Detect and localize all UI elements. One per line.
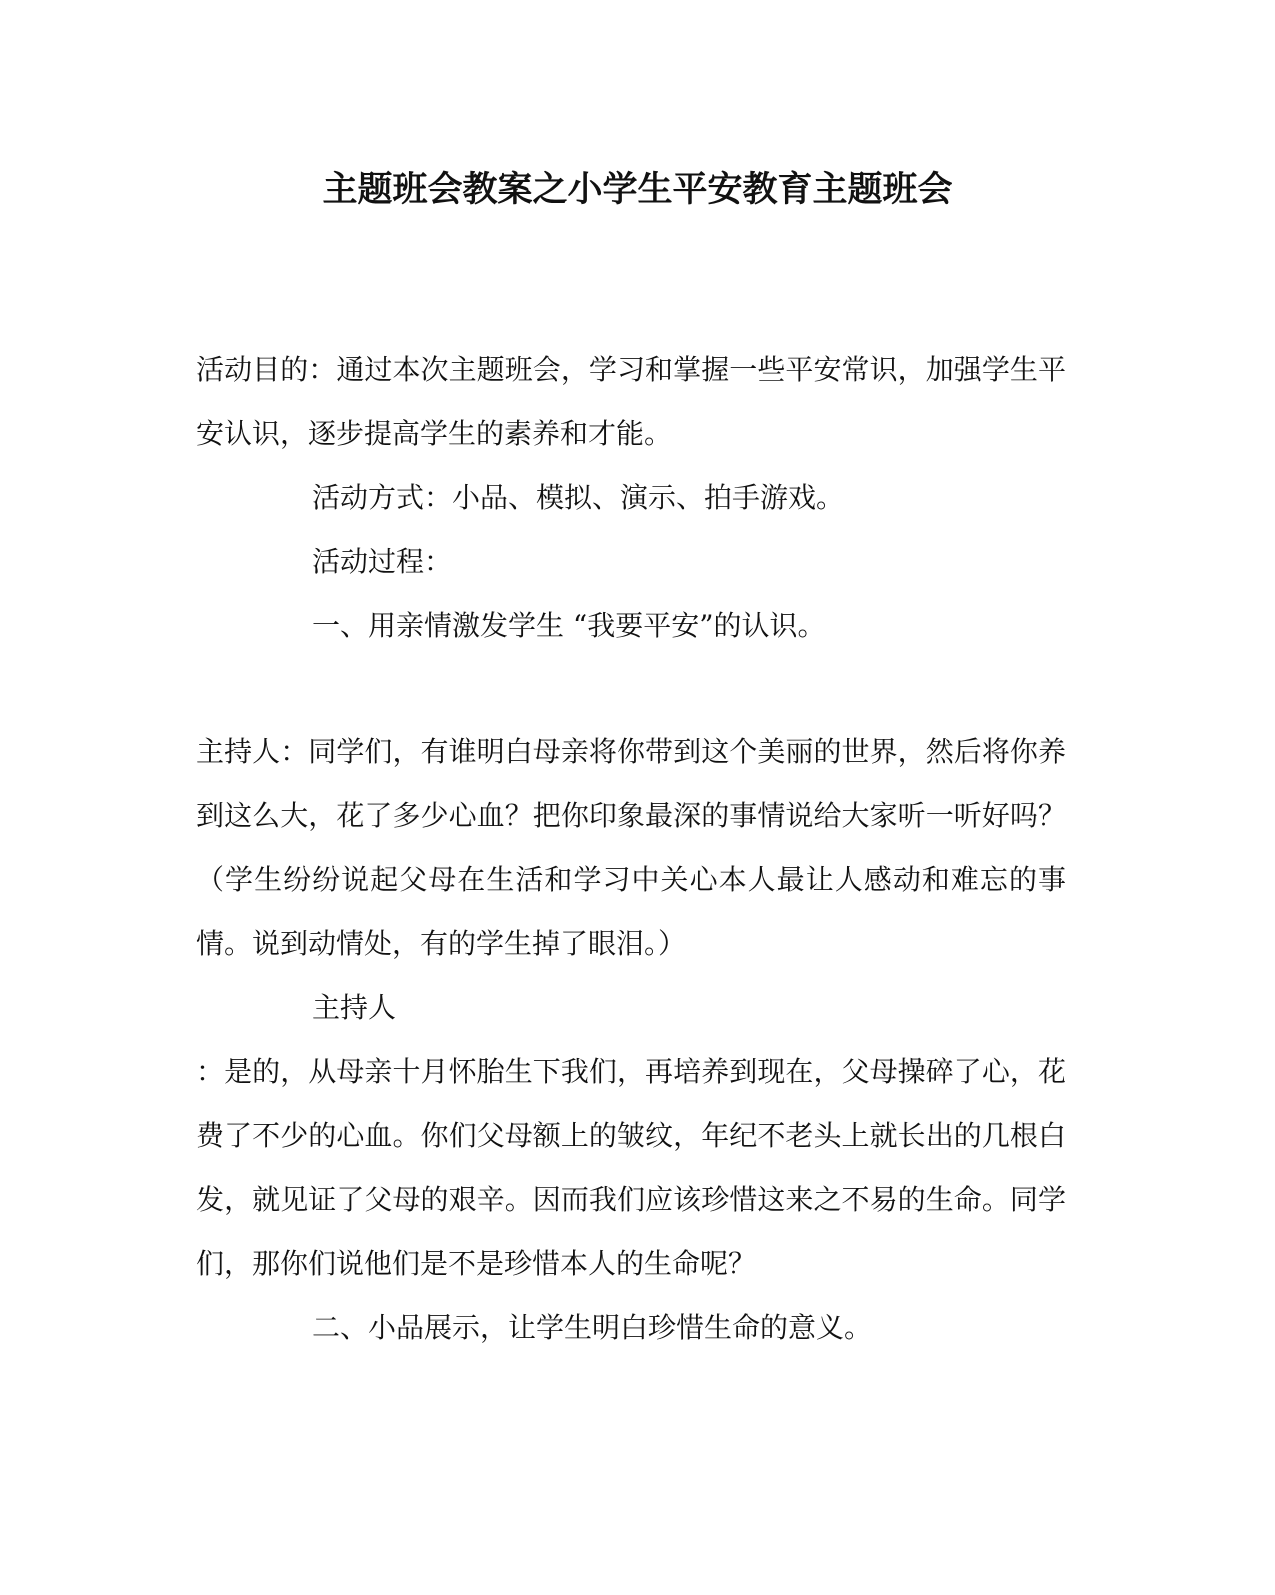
paragraph-host-question: 主持人：同学们，有谁明白母亲将你带到这个美丽的世界，然后将你养到这么大，花了多少心血？把你印象最深的事情说给大家听一听好吗？（学生纷纷说起父母在生活和学习中关心本人最让人感动和难忘的事情。说到动情处，有的学生掉了眼泪。） (196, 735, 1066, 960)
section-heading-one: 一、用亲情激发学生 “我要平安”的认识。 (312, 609, 826, 642)
section-heading-two: 二、小品展示，让学生明白珍惜生命的意义。 (312, 1311, 873, 1344)
paragraph-activity-method: 活动方式：小品、模拟、演示、拍手游戏。 (312, 481, 845, 514)
paragraph-host-label: 主持人 (312, 991, 397, 1024)
paragraph-activity-process: 活动过程： (312, 545, 453, 578)
paragraph-activity-purpose: 活动目的：通过本次主题班会，学习和掌握一些平安常识，加强学生平安认识，逐步提高学生的素养和才能。 (196, 353, 1066, 450)
document-title: 主题班会教案之小学生平安教育主题班会 (322, 169, 953, 210)
paragraph-host-response: ：是的，从母亲十月怀胎生下我们，再培养到现在，父母操碎了心，花费了不少的心血。你们父母额上的皱纹，年纪不老头上就长出的几根白发，就见证了父母的艰辛。因而我们应该珍惜这来之不易的生命。同学们，那你们说他们是不是珍惜本人的生命呢？ (196, 1055, 1066, 1280)
